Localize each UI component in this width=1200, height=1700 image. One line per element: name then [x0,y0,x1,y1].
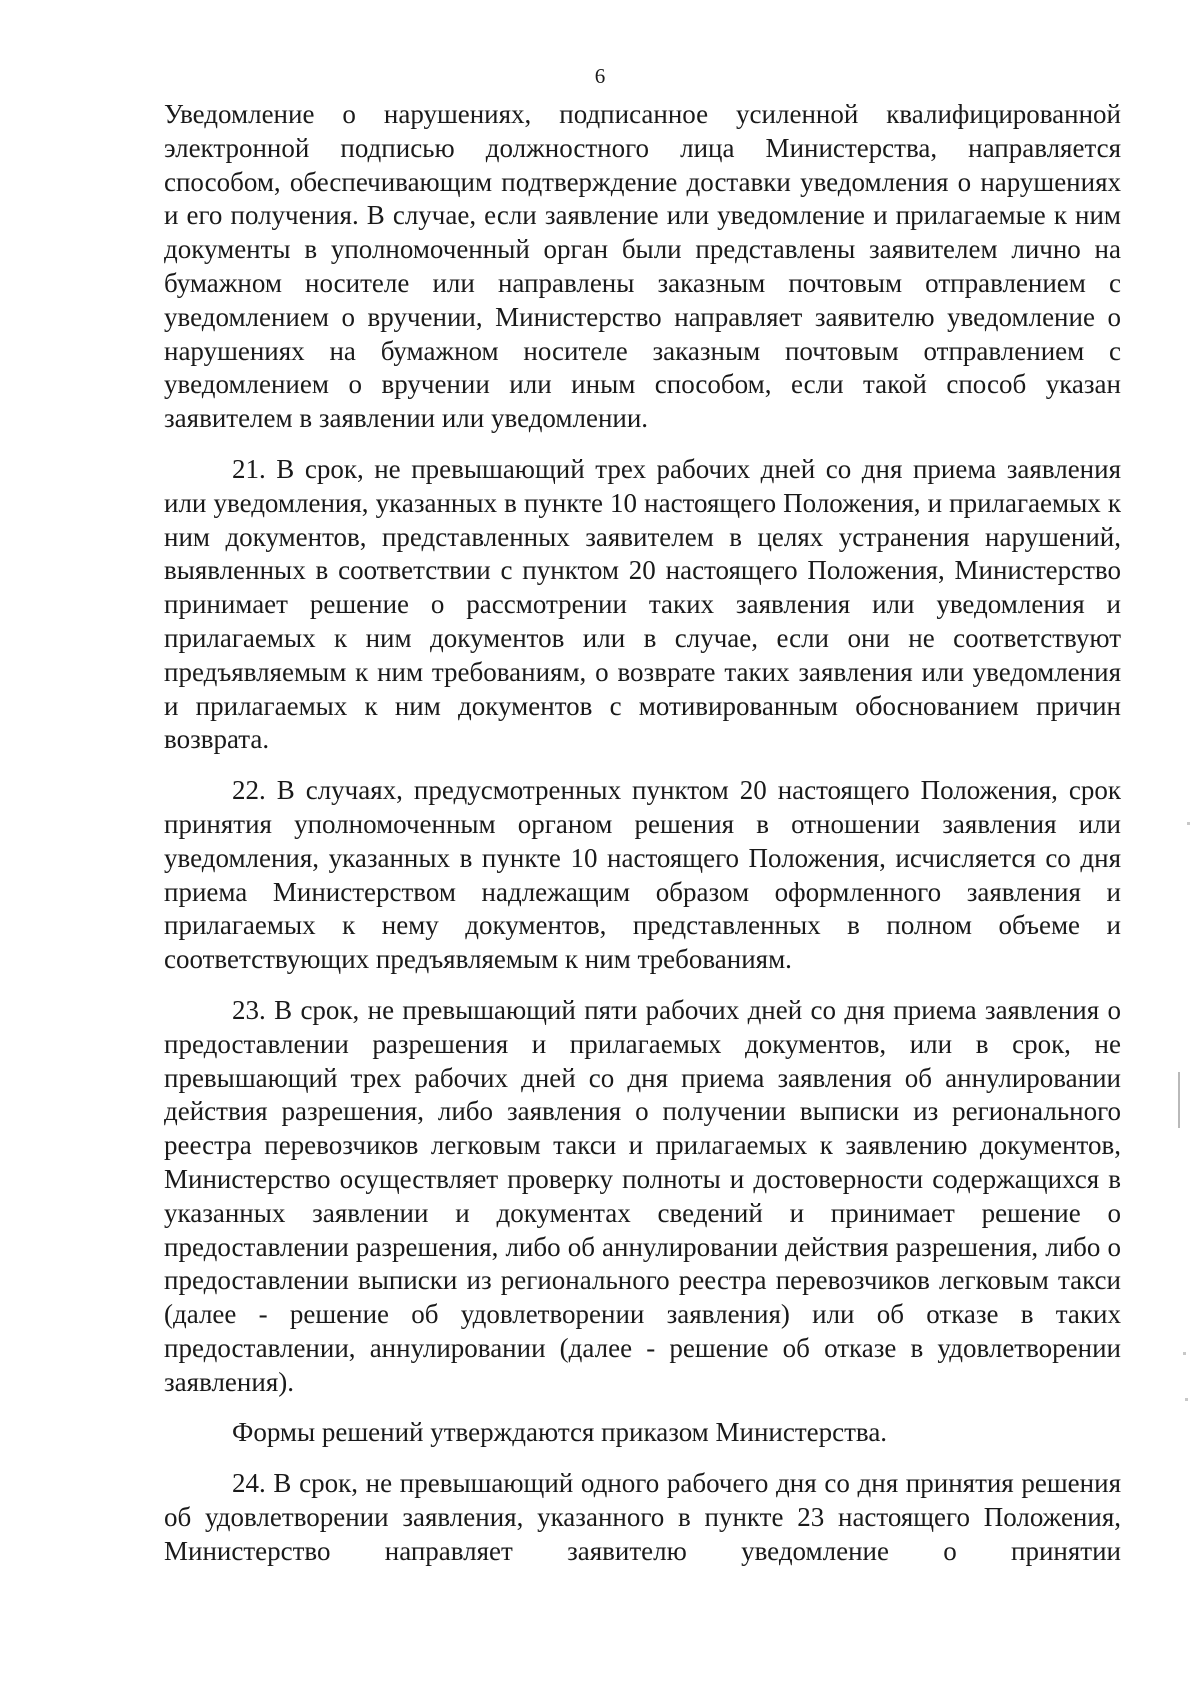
paragraph-clause-21: 21. В срок, не превышающий трех рабочих дней со дня приема заявления или уведомления, указанных в пункте 10 настоящего Положения, и прилагаемых к ним документов, представленных заявителем в целях устранения нарушений, выявленных в соответствии с пунктом 20 настоящего Положения, Министерство принимает решение о рассмотрении таких заявления или уведомления и прилагаемых к ним документов или в случае, если они не соответствуют предъявляемым к ним требованиям, о возврате таких заявления или уведомления и прилагаемых к ним документов с мотивированным обоснованием причин возврата. [164,453,1121,755]
scan-artifact-dot [1187,822,1190,825]
scan-artifact-dot [1185,1398,1188,1401]
paragraph-notice-continuation: Уведомление о нарушениях, подписанное усиленной квалифицированной электронной подписью должностного лица Министерства, направляется способом, обеспечивающим подтверждение доставки уведомления о нарушениях и его получения. В случае, если заявление или уведомление и прилагаемые к ним документы в уполномоченный орган были представлены заявителем лично на бумажном носителе или направлены заказным почтовым отправлением с уведомлением о вручении, Министерство направляет заявителю уведомление о нарушениях на бумажном носителе заказным почтовым отправлением с уведомлением о вручении или иным способом, если такой способ указан заявителем в заявлении или уведомлении. [164,99,1121,434]
document-body [164,98,1121,1569]
scan-artifact-line [1178,1072,1180,1128]
paragraph-decision-forms: Формы решений утверждаются приказом Министерства. [232,1417,888,1448]
paragraph-clause-22: 22. В случаях, предусмотренных пунктом 20 настоящего Положения, срок принятия уполномоченным органом решения в отношении заявления или уведомления, указанных в пункте 10 настоящего Положения, исчисляется со дня приема Министерством надлежащим образом оформленного заявления и прилагаемых к нему документов, представленных в полном объеме и соответствующих предъявляемым к ним требованиям. [164,775,1121,975]
paragraph-clause-23: 23. В срок, не превышающий пяти рабочих дней со дня приема заявления о предоставлении разрешения и прилагаемых документов, или в срок, не превышающий трех рабочих дней со дня приема заявления об аннулировании действия разрешения, либо заявления о получении выписки из регионального реестра перевозчиков легковым такси и прилагаемых к заявлению документов, Министерство осуществляет проверку полноты и достоверности содержащихся в указанных заявлении и документах сведений и принимает решение о предоставлении разрешения, либо об аннулировании действия разрешения, либо о предоставлении выписки из регионального реестра перевозчиков легковым такси (далее - решение об удовлетворении заявления) или об отказе в таких предоставлении, аннулировании (далее - решение об отказе в удовлетворении заявления). [164,994,1121,1397]
paragraph-clause-24: 24. В срок, не превышающий одного рабочего дня со дня принятия решения об удовлетворении заявления, указанного в пункте 23 настоящего Положения, Министерство направляет заявителю уведомление о принятии [164,1468,1121,1566]
page-number: 6 [594,64,606,88]
scan-artifact-dot [1183,1352,1186,1355]
